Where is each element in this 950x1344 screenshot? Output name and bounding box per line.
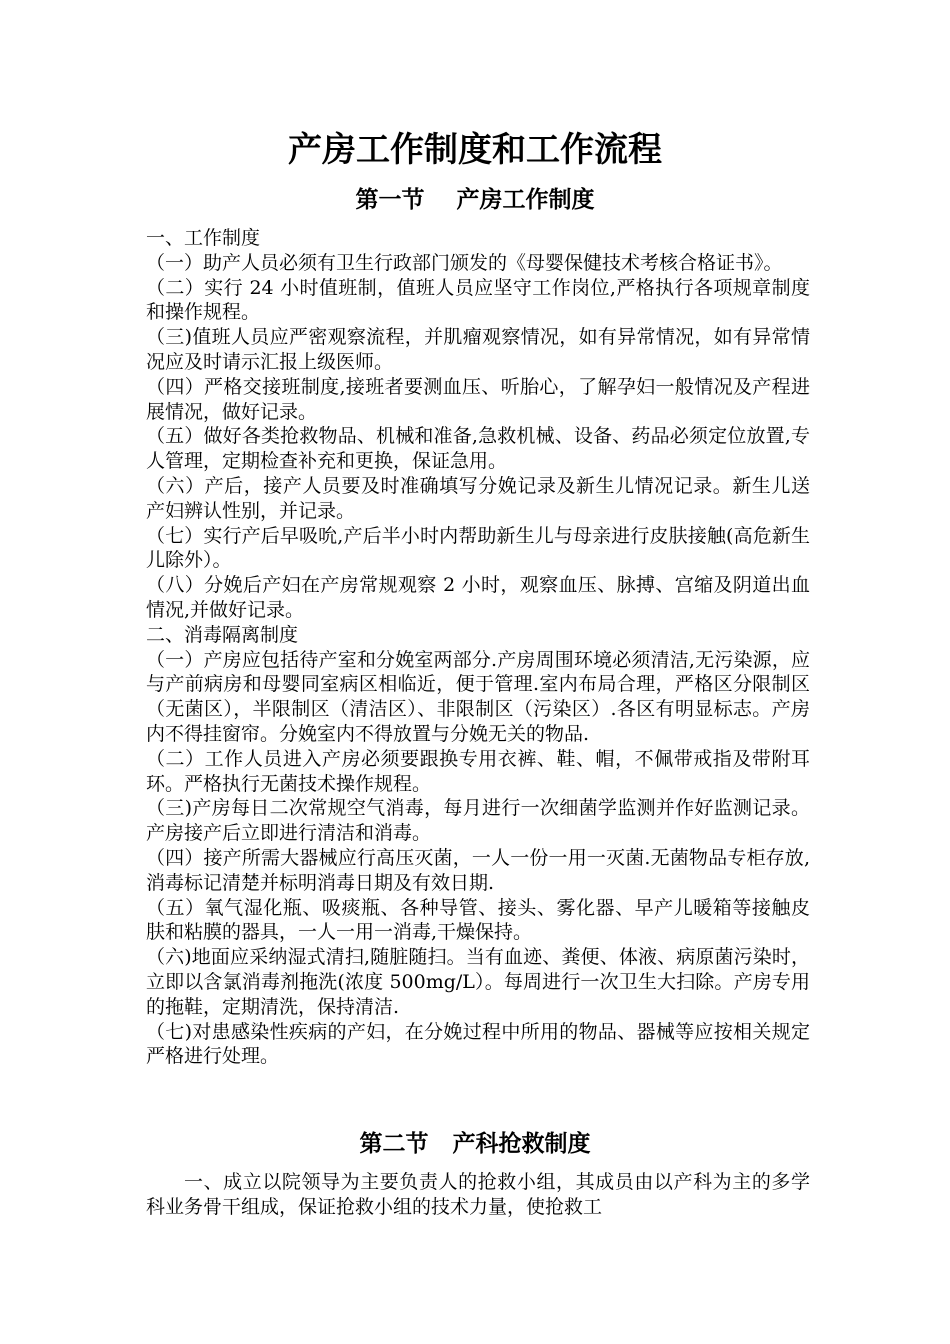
paragraph: 一、成立以院领导为主要负责人的抢救小组，其成员由以产科为主的多学科业务骨干组成，保证抢救小组的技术力量，使抢救工	[146, 1171, 810, 1218]
section-1-body	[146, 226, 810, 1069]
paragraph: （二）工作人员进入产房必须要跟换专用衣裤、鞋、帽，不佩带戒指及带附耳环。严格执行无菌技术操作规程。	[146, 747, 810, 795]
paragraph: （七)对患感染性疾病的产妇，在分娩过程中所用的物品、器械等应按相关规定严格进行处理。	[146, 1020, 810, 1068]
section-2-title: 第二节 产科抢救制度	[359, 1130, 591, 1157]
paragraph: （六)地面应采纳湿式清扫,随脏随扫。当有血迹、粪便、体液、病原菌污染时，立即以含氯消毒剂拖洗(浓度 500mg/L）。每周进行一次卫生大扫除。产房专用的拖鞋，定期清洗，保持清洁.	[146, 946, 810, 1018]
paragraph: （六）产后，接产人员要及时准确填写分娩记录及新生儿情况记录。新生儿送产妇辨认性别，并记录。	[146, 474, 810, 522]
paragraph: （五）氧气湿化瓶、吸痰瓶、各种导管、接头、雾化器、早产儿暖箱等接触皮肤和粘膜的器具，一人一用一消毒,干燥保持。	[146, 896, 810, 944]
paragraph: （三)产房每日二次常规空气消毒，每月进行一次细菌学监测并作好监测记录。产房接产后立即进行清洁和消毒。	[146, 797, 810, 845]
paragraph: （四）接产所需大器械应行高压灭菌，一人一份一用一灭菌.无菌物品专柜存放,消毒标记清楚并标明消毒日期及有效日期.	[146, 846, 810, 894]
paragraph: （三)值班人员应严密观察流程，并肌瘤观察情况，如有异常情况，如有异常情况应及时请示汇报上级医师。	[146, 326, 810, 373]
paragraph: （一）产房应包括待产室和分娩室两部分.产房周围环境必须清洁,无污染源，应与产前病房和母婴同室病区相临近，便于管理.室内布局合理，严格区分限制区（无菌区），半限制区（清洁区）、非限制区（污染区）.各区有明显标志。产房内不得挂窗帘。分娩室内不得放置与分娩无关的物品.	[146, 648, 810, 745]
paragraph: （二）实行 24 小时值班制，值班人员应坚守工作岗位,严格执行各项规章制度和操作规程。	[146, 276, 810, 324]
section-1-title: 第一节 产房工作制度	[355, 186, 595, 213]
paragraph: （五）做好各类抢救物品、机械和准备,急救机械、设备、药品必须定位放置,专人管理，定期检查补充和更换，保证急用。	[146, 425, 810, 473]
paragraph: （八）分娩后产妇在产房常规观察 2 小时，观察血压、脉搏、宫缩及阴道出血情况,并做好记录。	[146, 574, 810, 621]
paragraph: （七）实行产后早吸吮,产后半小时内帮助新生儿与母亲进行皮肤接触(高危新生儿除外）。	[146, 524, 810, 572]
section-2-body	[146, 1170, 810, 1220]
paragraph: 一、工作制度	[146, 227, 261, 249]
paragraph: （四）严格交接班制度,接班者要测血压、听胎心，了解孕妇一般情况及产程进展情况，做好记录。	[146, 375, 810, 423]
paragraph: 二、消毒隔离制度	[146, 623, 299, 646]
paragraph: （一）助产人员必须有卫生行政部门颁发的《母婴保健技术考核合格证书》。	[146, 251, 783, 274]
document-title: 产房工作制度和工作流程	[288, 130, 662, 170]
